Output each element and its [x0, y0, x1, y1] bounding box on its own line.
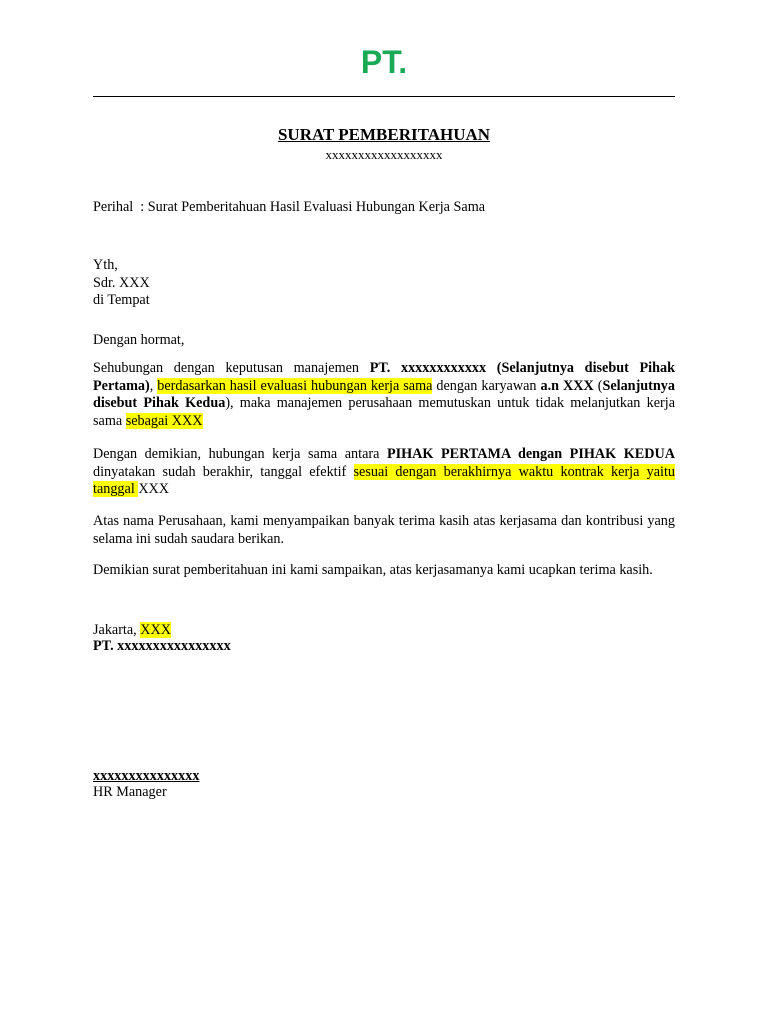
para1-text-3: dengan karyawan — [432, 377, 541, 394]
para1-text-2: , — [149, 377, 158, 394]
letter-date: XXX — [140, 622, 172, 638]
body-paragraph-2 — [93, 446, 675, 499]
para1-text-1: Sehubungan dengan keputusan manajemen — [93, 360, 370, 376]
subject-label: Perihal — [93, 199, 134, 215]
recipient-block — [93, 257, 675, 310]
signatory-name — [93, 768, 675, 786]
letter-number: xxxxxxxxxxxxxxxxxx — [325, 147, 443, 162]
signatory-name-text: xxxxxxxxxxxxxxx — [93, 768, 200, 784]
place-label: Jakarta, — [93, 622, 141, 638]
signatory-position: HR Manager — [93, 784, 167, 800]
para1-bold-employee: a.n XXX — [540, 377, 594, 394]
para1-bold-first-party: PT. xxxxxxxxxxxx (Selanjutnya disebut Pihak Pertama) — [93, 360, 675, 394]
para2-text-2: dinyatakan sudah berakhir, tanggal efektif — [93, 463, 354, 480]
place-date — [93, 622, 675, 640]
sender-company-name: PT. xxxxxxxxxxxxxxxx — [93, 638, 231, 654]
subject-text: Surat Pemberitahuan Hasil Evaluasi Hubungan Kerja Sama — [147, 199, 486, 215]
para2-text-1: Dengan demikian, hubungan kerja sama antara — [93, 446, 387, 462]
para1-text-5: ), maka manajemen perusahaan memutuskan untuk tidak melanjutkan kerja sama — [93, 395, 675, 429]
header-divider — [93, 96, 675, 97]
company-logo-text: PT. — [360, 44, 408, 80]
para2-date: XXX — [138, 481, 170, 497]
salutation: Dengan hormat, — [93, 332, 185, 348]
recipient-name: Sdr. XXX — [93, 274, 150, 291]
para2-highlight-contract-end: sesuai dengan berakhirnya waktu kontrak kerja yaitu tanggal — [93, 463, 676, 497]
para1-text-4: ( — [593, 377, 603, 394]
sender-company — [93, 638, 675, 656]
recipient-greeting: Yth, — [93, 257, 118, 273]
para2-bold-parties: PIHAK PERTAMA dengan PIHAK KEDUA — [386, 446, 675, 462]
subject-line — [93, 199, 675, 217]
body-paragraph-1 — [93, 360, 675, 430]
para1-highlight-evaluation: berdasarkan hasil evaluasi hubungan kerja sama — [157, 377, 433, 394]
letter-title: SURAT PEMBERITAHUAN — [277, 125, 491, 144]
recipient-location: di Tempat — [93, 292, 150, 308]
para1-bold-second-party: Selanjutnya disebut Pihak Kedua — [93, 377, 675, 411]
para1-highlight-role: sebagai XXX — [125, 412, 203, 429]
subject-separator: : — [140, 199, 145, 215]
body-paragraph-3: Atas nama Perusahaan, kami menyampaikan banyak terima kasih atas kerjasama dan kontribusi yang selama ini sudah saudara berikan. — [93, 513, 675, 547]
closing-paragraph: Demikian surat pemberitahuan ini kami sampaikan, atas kerjasamanya kami ucapkan terima kasih. — [93, 562, 653, 578]
